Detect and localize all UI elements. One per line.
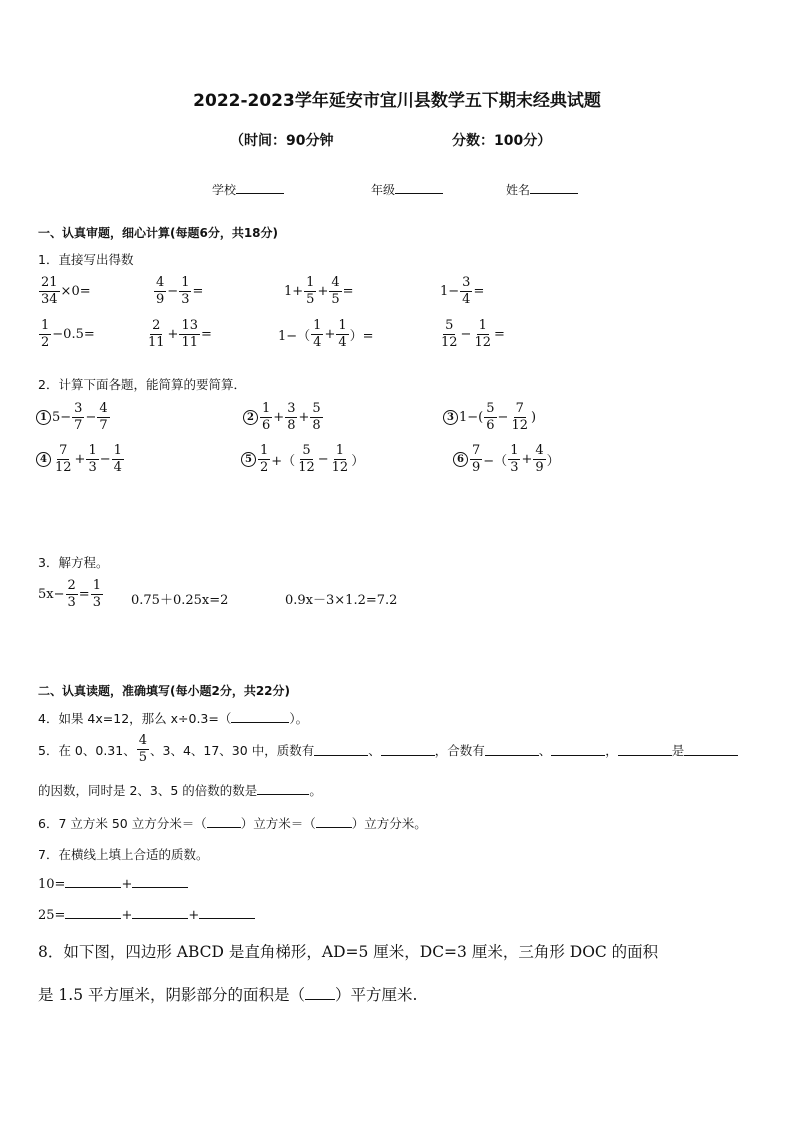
q7-blank-3[interactable] (65, 906, 121, 919)
score-label: 分数：100分） (452, 133, 552, 149)
q8-line-2: 是 1.5 平方厘米，阴影部分的面积是（ ）平方厘米. (38, 986, 418, 1004)
section2-title: 二、认真读题，准确填写(每小题2分，共22分) (38, 684, 291, 698)
q3-equation-2: 0.75＋0.25x=2 (131, 593, 229, 608)
q1-r2c1: $\frac{1}{2}$ −0.5= (41, 318, 95, 350)
grade-label: 年级 (371, 183, 396, 197)
q1-r1c3: 1+ $\frac{1}{5}$ + $\frac{4}{5}$ = (284, 275, 354, 307)
q2-expr-4: 4 $\frac{7}{12}$ + $\frac{1}{3}$ − $\frac{1}{4}$ (36, 443, 125, 476)
number-2-icon: 2 (243, 410, 258, 425)
grade-field[interactable] (371, 181, 443, 198)
q1-r2c2: $\frac{2}{11}$ + $\frac{13}{11}$ = (148, 318, 212, 350)
q1-r1c4: 1− $\frac{3}{4}$ = (440, 275, 485, 307)
name-label: 姓名 (506, 183, 531, 197)
name-field[interactable] (506, 181, 578, 198)
q8-line-1: 8．如下图，四边形 ABCD 是直角梯形，AD=5 厘米，DC=3 厘米，三角形 DOC 的面积 (38, 943, 659, 961)
q5-line-2: 的因数，同时是 2、3、5 的倍数的数是 。 (38, 783, 322, 798)
q2-expr-3: 3 1−( $\frac{5}{6}$ − $\frac{7}{12}$ ) (443, 401, 536, 434)
page-title: 2022-2023学年延安市宜川县数学五下期末经典试题 (193, 91, 601, 111)
name-blank[interactable] (530, 181, 578, 194)
q2-label: 2．计算下面各题，能简算的要简算． (38, 377, 246, 392)
q6: 6．7 立方米 50 立方分米＝（ ）立方米＝（ ）立方分米。 (38, 816, 427, 831)
q2-expr-2: 2 $\frac{1}{6}$ + $\frac{3}{8}$ + $\frac{5}{8}$ (243, 401, 324, 434)
q7-label: 7．在横线上填上合适的质数。 (38, 847, 209, 862)
q1-label: 1．直接写出得数 (38, 252, 134, 267)
q7-line-2: 25= + + (38, 906, 255, 923)
q1-r1c2: $\frac{4}{9}$ − $\frac{1}{3}$ = (156, 275, 204, 307)
q5-blank-7[interactable] (257, 782, 309, 795)
number-6-icon: 6 (453, 452, 468, 467)
q5-blank-3[interactable] (485, 743, 539, 756)
q8-blank[interactable] (305, 984, 335, 1000)
time-label: （时间：90分钟 (230, 133, 334, 149)
number-1-icon: 1 (36, 410, 51, 425)
q1-r2c4: $\frac{5}{12}$ − $\frac{1}{12}$ = (441, 318, 505, 350)
grade-blank[interactable] (395, 181, 443, 194)
q5-blank-1[interactable] (314, 743, 368, 756)
q3-label: 3．解方程。 (38, 555, 109, 570)
q4-blank[interactable] (231, 710, 289, 723)
school-blank[interactable] (236, 181, 284, 194)
school-field[interactable] (212, 181, 284, 198)
school-label: 学校 (212, 183, 237, 197)
number-3-icon: 3 (443, 410, 458, 425)
number-4-icon: 4 (36, 452, 51, 467)
q5-blank-2[interactable] (381, 743, 435, 756)
q5-blank-4[interactable] (551, 743, 605, 756)
q1-r2c3: 1−（ $\frac{1}{4}$ + $\frac{1}{4}$ ）= (278, 318, 374, 350)
q5-blank-5[interactable] (618, 743, 672, 756)
q6-blank-1[interactable] (207, 815, 241, 828)
q7-line-1: 10= + (38, 875, 188, 892)
q2-expr-6: 6 $\frac{7}{9}$ −（ $\frac{1}{3}$ + $\frac{4}{9}$ ） (453, 443, 560, 476)
q1-r1c1: $\frac{21}{34}$ ×0= (41, 275, 91, 307)
q4: 4．如果 4x=12，那么 x÷0.3=（ ）。 (38, 711, 309, 726)
q5-blank-6[interactable] (684, 743, 738, 756)
q7-blank-5[interactable] (199, 906, 255, 919)
q7-blank-4[interactable] (132, 906, 188, 919)
section1-title: 一、认真审题，细心计算(每题6分，共18分) (38, 226, 279, 240)
q6-blank-2[interactable] (316, 815, 352, 828)
q3-equation-1: 5x− $\frac{2}{3}$ = $\frac{1}{3}$ (38, 578, 101, 610)
q2-expr-1: 1 5− $\frac{3}{7}$ − $\frac{4}{7}$ (36, 401, 111, 434)
q3-equation-3: 0.9x－3×1.2=7.2 (285, 593, 398, 608)
q7-blank-1[interactable] (65, 875, 121, 888)
number-5-icon: 5 (241, 452, 256, 467)
q5-line-1: 5．在 0、0.31、 $\frac{4}{5}$ 、3、4、17、30 中，质数有 、 ，合数有 、 ， 是 (38, 733, 738, 766)
q7-blank-2[interactable] (132, 875, 188, 888)
q2-expr-5: 5 $\frac{1}{2}$ +（ $\frac{5}{12}$ − $\frac{1}{12}$ ） (241, 443, 364, 476)
